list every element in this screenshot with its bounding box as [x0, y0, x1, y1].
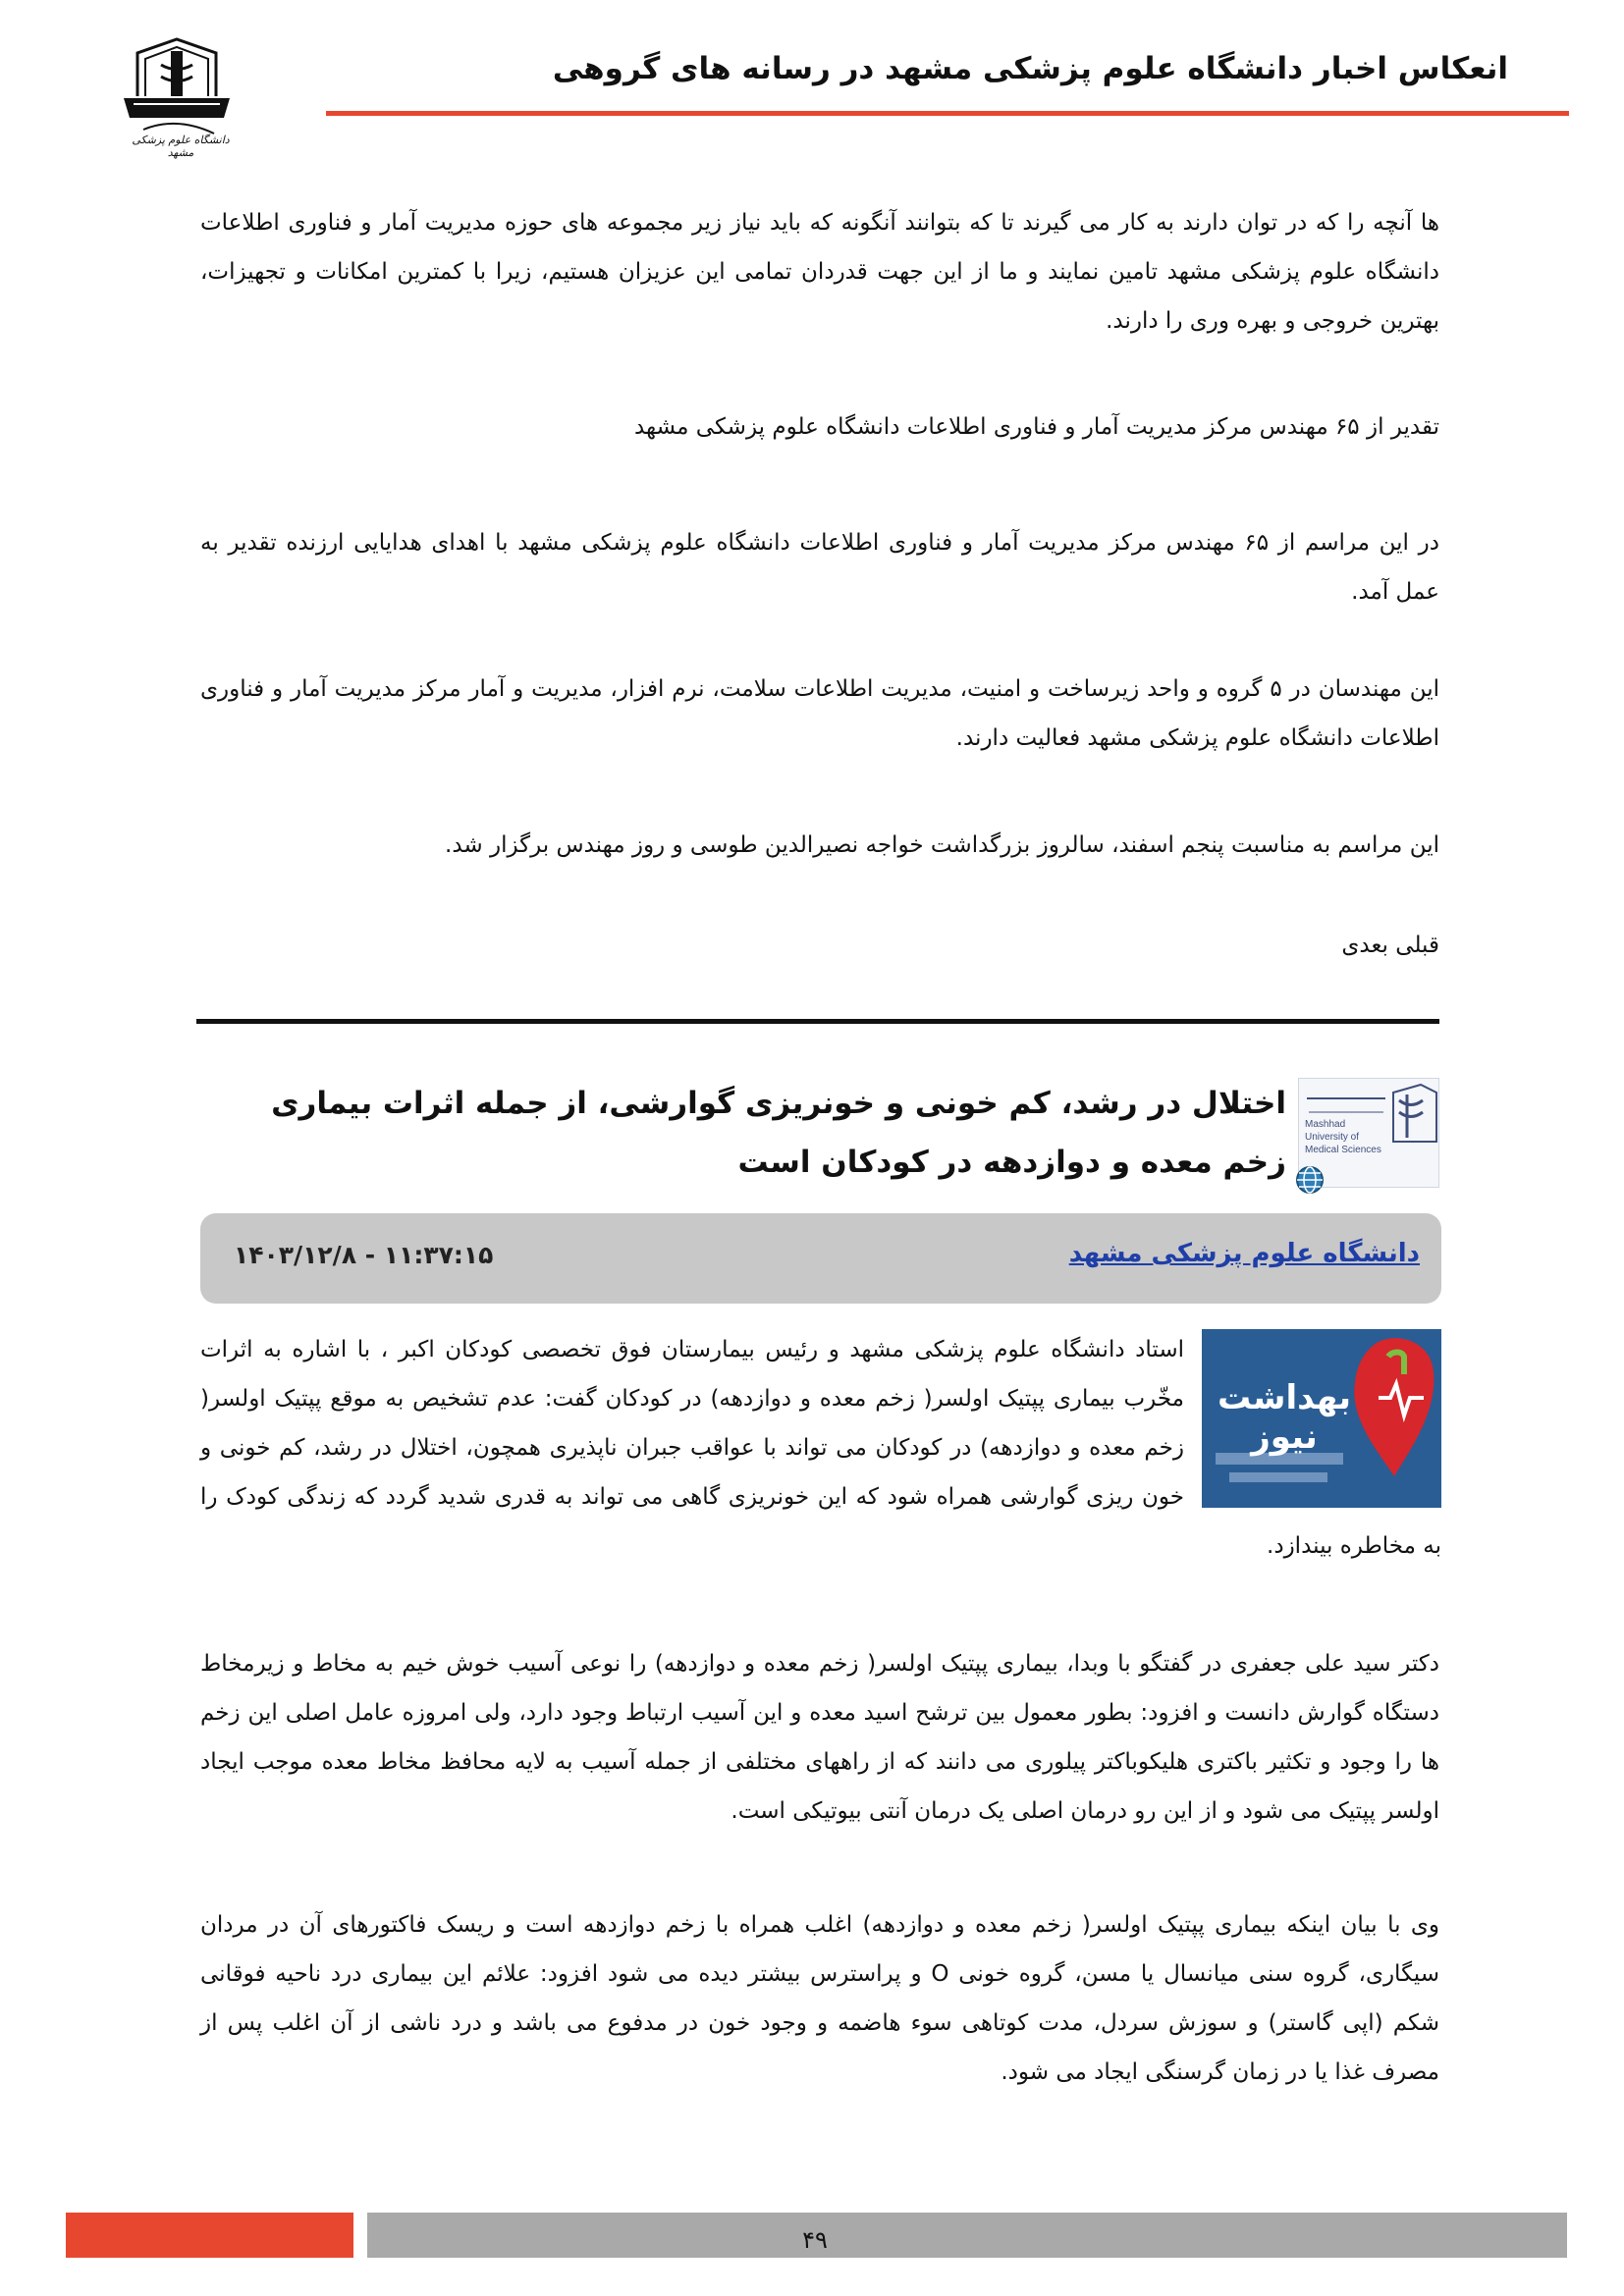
logo-caption: دانشگاه علوم پزشکی مشهد	[132, 133, 230, 159]
previous-article-paragraph: تقدیر از ۶۵ مهندس مرکز مدیریت آمار و فناوری اطلاعات دانشگاه علوم پزشکی مشهد	[633, 414, 1439, 440]
article-image-caption: بهداشت نیوز	[1218, 1378, 1351, 1457]
header-title: انعکاس اخبار دانشگاه علوم پزشکی مشهد در رسانه های گروهی	[552, 51, 1508, 86]
article-datetime: ۱۴۰۳/۱۲/۸ - ۱۱:۳۷:۱۵	[234, 1241, 494, 1269]
previous-article-paragraph: این مراسم به مناسبت پنجم اسفند، سالروز بزرگداشت خواجه نصیرالدین طوسی و روز مهندس برگزار شد.	[445, 832, 1439, 858]
article-paragraph	[200, 1325, 1441, 1571]
prev-next-links[interactable]: قبلی بعدی	[1341, 933, 1439, 958]
article-paragraph: وی با بیان اینکه بیماری پپتیک اولسر( زخم معده و دوازدهه) اغلب همراه با زخم دوازدهه است و ریسک فاکتورهای آن در مردان سیگاری، گروه سنی میانسال یا مسن، گروه خونی O و پراسترس بیشتر دیده می شود افزود: علائم این بیماری درد ناحیه فوقانی شکم (اپی گاستر) و سوزش سردل، مدت کوتاهی سوء هاضمه و وجود خون در مدفوع می باشد و درد ناشی از آن اغلب پس از مصرف غذا یا در زمان گرسنگی ایجاد می شود.	[200, 1912, 1439, 2085]
source-logo-text: Mashhad University of Medical Sciences	[1305, 1119, 1381, 1155]
footer-bar	[367, 2213, 1567, 2258]
article-paragraph-text: استاد دانشگاه علوم پزشکی مشهد و رئیس بیمارستان فوق تخصصی کودکان اکبر ، با اشاره به اثرات مخّرب بیماری پپتیک اولسر( زخم معده و دوازدهه) در کودکان گفت: عدم تشخیص به موقع پپتیک اولسر( زخم معده و دوازدهه) در کودکان می تواند با عواقب جبران ناپذیری همچون، اختلال در رشد، کم خونی و خون ریزی گوارشی همراه شود که این خونریزی گاهی می تواند به قدری شدید گردد که زندگی کودک را به مخاطره بیندازد.	[200, 1337, 1441, 1559]
header-rule	[326, 111, 1569, 116]
footer-accent-bar	[66, 2213, 353, 2258]
article-title: اختلال در رشد، کم خونی و خونریزی گوارشی، از جمله اثرات بیماری زخم معده و دوازدهه در کودکان است	[271, 1086, 1286, 1180]
source-link[interactable]: دانشگاه علوم پزشکی مشهد	[1068, 1239, 1420, 1268]
page-number: ۴۹	[802, 2226, 828, 2254]
previous-article-paragraph: در این مراسم از ۶۵ مهندس مرکز مدیریت آمار و فناوری اطلاعات دانشگاه علوم پزشکی مشهد با اهدای هدایایی ارزنده تقدیر به عمل آمد.	[200, 530, 1439, 605]
globe-icon[interactable]	[1294, 1164, 1326, 1196]
previous-article-paragraph: این مهندسان در ۵ گروه و واحد زیرساخت و امنیت، مدیریت اطلاعات سلامت، نرم افزار، مدیریت و آمار مرکز مدیریت آمار و فناوری اطلاعات دانشگاه علوم پزشکی مشهد فعالیت دارند.	[200, 676, 1440, 751]
article-meta-bar	[200, 1213, 1441, 1304]
page-header	[0, 0, 1624, 177]
article-divider	[196, 1019, 1439, 1024]
image-spacer	[1184, 1325, 1441, 1510]
university-logo	[118, 35, 236, 163]
previous-article-paragraph: ها آنچه را که در توان دارند به کار می گیرند تا که بتوانند آنگونه که باید نیاز زیر مجموعه های حوزه مدیریت آمار و فناوری اطلاعات دانشگاه علوم پزشکی مشهد تامین نمایند و ما از این جهت قدردان تمامی این عزیزان هستیم، زیرا با کمترین امکانات و تجهیزات، بهترین خروجی و بهره وری را دارند.	[200, 210, 1439, 334]
article-paragraph: دکتر سید علی جعفری در گفتگو با وبدا، بیماری پپتیک اولسر( زخم معده و دوازدهه) را نوعی آسیب خوش خیم به مخاط و زیرمخاط دستگاه گوارش دانست و افزود: بطور معمول بین ترشح اسید معده و این آسیب ارتباط وجود دارد، ولی امروزه عامل اصلی این زخم ها را وجود و تکثیر باکتری هلیکوباکتر پیلوری می دانند که از راههای مختلفی از جمله آسیب به لایه محافظ مخاط معده موجب ایجاد اولسر پپتیک می شود و از این رو درمان اصلی یک درمان آنتی بیوتیکی است.	[200, 1651, 1439, 1824]
